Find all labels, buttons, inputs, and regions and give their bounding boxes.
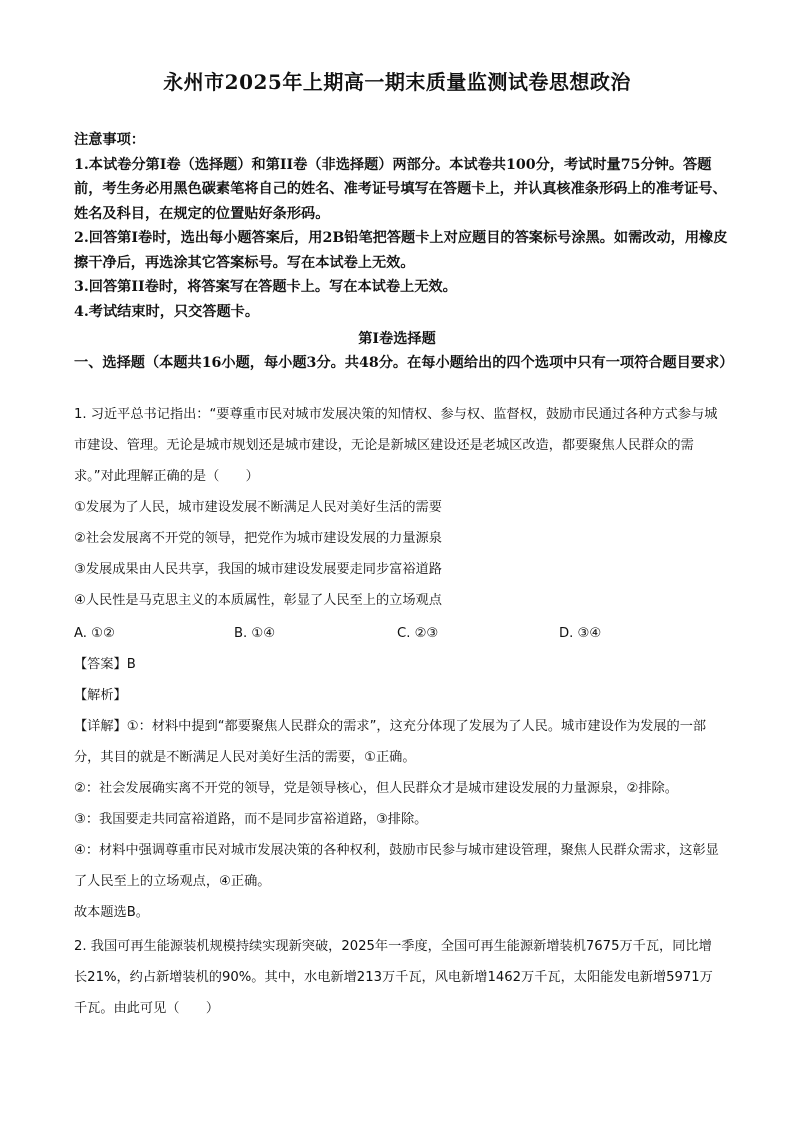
notice-item: 3.回答第II卷时，将答案写在答题卡上。写在本试卷上无效。	[74, 279, 457, 295]
option-b: B. ①④	[234, 626, 276, 641]
part-heading: 一、选择题（本题共16小题，每小题3分。共48分。在每小题给出的四个选项中只有一项符合题目要求）	[74, 355, 734, 371]
detail-line: ④：材料中强调尊重市民对城市发展决策的各种权利，鼓励市民参与城市建设管理，聚焦人民群众需求，这彰显了人民至上的立场观点，④正确。	[74, 843, 719, 889]
statement: ①发展为了人民，城市建设发展不断满足人民对美好生活的需要	[74, 500, 442, 515]
option-a: A. ①②	[74, 626, 115, 641]
notice-block	[74, 128, 730, 324]
notice-item: 4.考试结束时，只交答题卡。	[74, 303, 260, 320]
detail-line: ②：社会发展确实离不开党的领导，党是领导核心，但人民群众才是城市建设发展的力量源泉，②排除。	[74, 781, 678, 796]
notice-item: 1.本试卷分第Ⅰ卷（选择题）和第II卷（非选择题）两部分。本试卷共100分，考试时量75分钟。答题前，考生务必用黑色碳素笔将自己的姓名、准考证号填写在答题卡上，并认真核准条形码上的准考证号、姓名及科目，在规定的位置贴好条形码。	[74, 156, 727, 222]
option-c: C. ②③	[397, 626, 439, 641]
option-d: D. ③④	[559, 626, 602, 641]
question-2	[74, 931, 724, 1024]
answer-options	[74, 618, 734, 649]
page-title: 永州市2025年上期高一期末质量监测试卷思想政治	[163, 70, 631, 94]
answer-label: 【答案】B	[74, 657, 136, 672]
detail-line: ③：我国要走共同富裕道路，而不是同步富裕道路，③排除。	[74, 812, 428, 827]
statement: ③发展成果由人民共享，我国的城市建设发展要走同步富裕道路	[74, 562, 442, 577]
statement: ②社会发展离不开党的领导，把党作为城市建设发展的力量源泉	[74, 531, 442, 546]
notice-item: 2.回答第Ⅰ卷时，选出每小题答案后，用2B铅笔把答题卡上对应题目的答案标号涂黑。如需改动，用橡皮擦干净后，再选涂其它答案标号。写在本试卷上无效。	[74, 230, 728, 271]
question-stem: 2. 我国可再生能源装机规模持续实现新突破，2025年一季度，全国可再生能源新增装机7675万千瓦，同比增长21%，约占新增装机的90%。其中，水电新增213万千瓦，风电新增1462万千瓦，太阳能发电新增5971万千瓦。由此可见（ ）	[74, 939, 713, 1016]
detail-line: 【详解】①：材料中提到“都要聚焦人民群众的需求”，这充分体现了发展为了人民。城市建设作为发展的一部分，其目的就是不断满足人民对美好生活的需要，①正确。	[74, 719, 707, 765]
section-heading: 第Ⅰ卷选择题	[358, 331, 436, 347]
notice-heading: 注意事项：	[74, 132, 145, 148]
question-stem: 1. 习近平总书记指出：“要尊重市民对城市发展决策的知情权、参与权、监督权，鼓励市民通过各种方式参与城市建设、管理。无论是城市规划还是城市建设，无论是新城区建设还是老城区改造，都要聚焦人民群众的需求。”对此理解正确的是（ ）	[74, 407, 718, 484]
question-1	[74, 399, 724, 616]
detail-line: 故本题选B。	[74, 905, 149, 920]
analysis-label: 【解析】	[74, 688, 127, 703]
analysis-detail	[74, 711, 724, 928]
statement: ④人民性是马克思主义的本质属性，彰显了人民至上的立场观点	[74, 593, 442, 608]
